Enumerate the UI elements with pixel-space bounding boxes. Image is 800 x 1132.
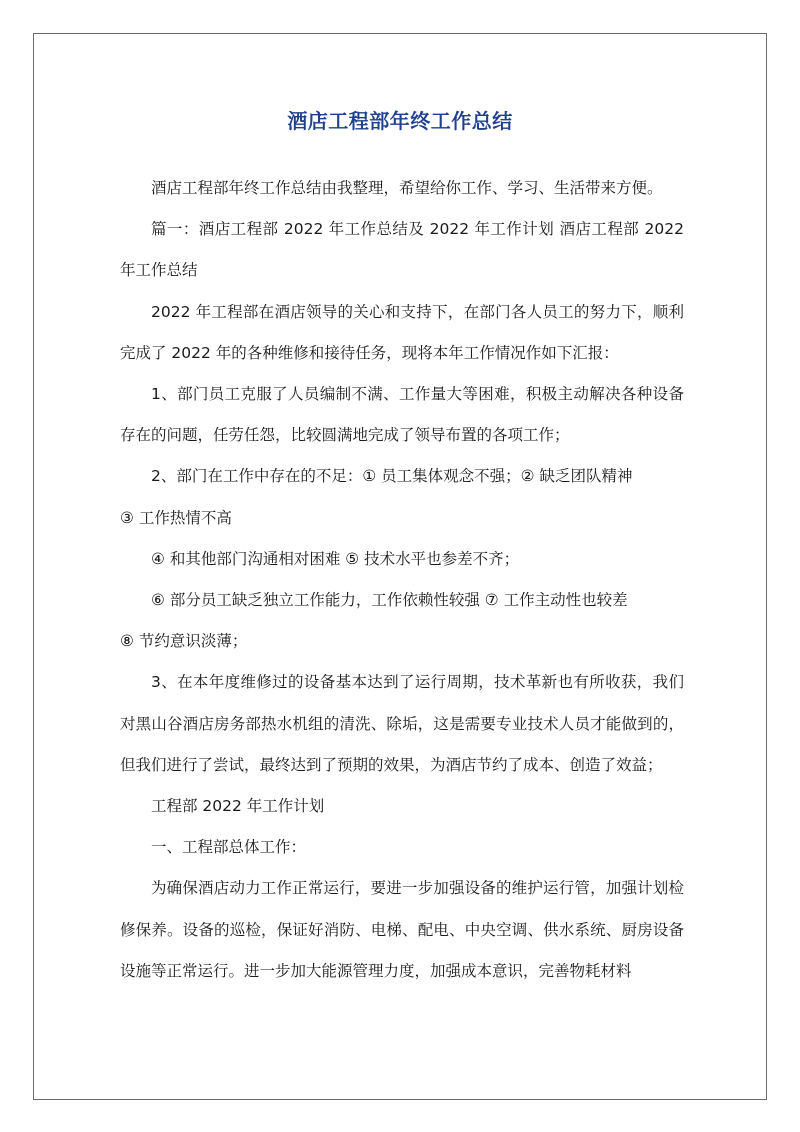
document-title: 酒店工程部年终工作总结 xyxy=(287,109,513,133)
paragraph-point-2-item-3: ③ 工作热情不高 xyxy=(120,508,232,527)
paragraph-point-1: 1、部门员工克服了人员编制不满、工作量大等困难，积极主动解决各种设备存在的问题，任劳任怨，比较圆满地完成了领导布置的各项工作； xyxy=(120,385,684,445)
paragraph-point-2-items-6-7: ⑥ 部分员工缺乏独立工作能力，工作依赖性较强 ⑦ 工作主动性也较差 xyxy=(151,591,628,610)
paragraph-point-2: 2、部门在工作中存在的不足：① 员工集体观念不强；② 缺乏团队精神 xyxy=(151,467,633,486)
paragraph-point-2-item-8: ⑧ 节约意识淡薄； xyxy=(120,632,248,651)
paragraph-plan-body: 为确保酒店动力工作正常运行，要进一步加强设备的维护运行管，加强计划检修保养。设备的巡检，保证好消防、电梯、配电、中央空调、供水系统、厨房设备设施等正常运行。进一步加大能源管理力度，加强成本意识，完善物耗材料 xyxy=(120,879,684,980)
paragraph-plan-heading: 工程部 2022 年工作计划 xyxy=(151,797,325,816)
paragraph-plan-section-1: 一、工程部总体工作： xyxy=(151,838,307,857)
paragraph-point-2-items-4-5: ④ 和其他部门沟通相对困难 ⑤ 技术水平也参差不齐； xyxy=(151,549,520,568)
paragraph-summary: 2022 年工程部在酒店领导的关心和支持下，在部门各人员工的努力下，顺利完成了 2022 年的各种维修和接待任务，现将本年工作情况作如下汇报： xyxy=(120,302,684,362)
paragraph-intro: 酒店工程部年终工作总结由我整理，希望给你工作、学习、生活带来方便。 xyxy=(151,179,663,197)
paragraph-point-3: 3、在本年度维修过的设备基本达到了运行周期，技术革新也有所收获，我们对黑山谷酒店房务部热水机组的清洗、除垢，这是需要专业技术人员才能做到的，但我们进行了尝试，最终达到了预期的效果，为酒店节约了成本、创造了效益； xyxy=(120,673,684,774)
document-body xyxy=(120,168,684,992)
paragraph-chapter-heading: 篇一：酒店工程部 2022 年工作总结及 2022 年工作计划 酒店工程部 2022 年工作总结 xyxy=(120,220,684,280)
